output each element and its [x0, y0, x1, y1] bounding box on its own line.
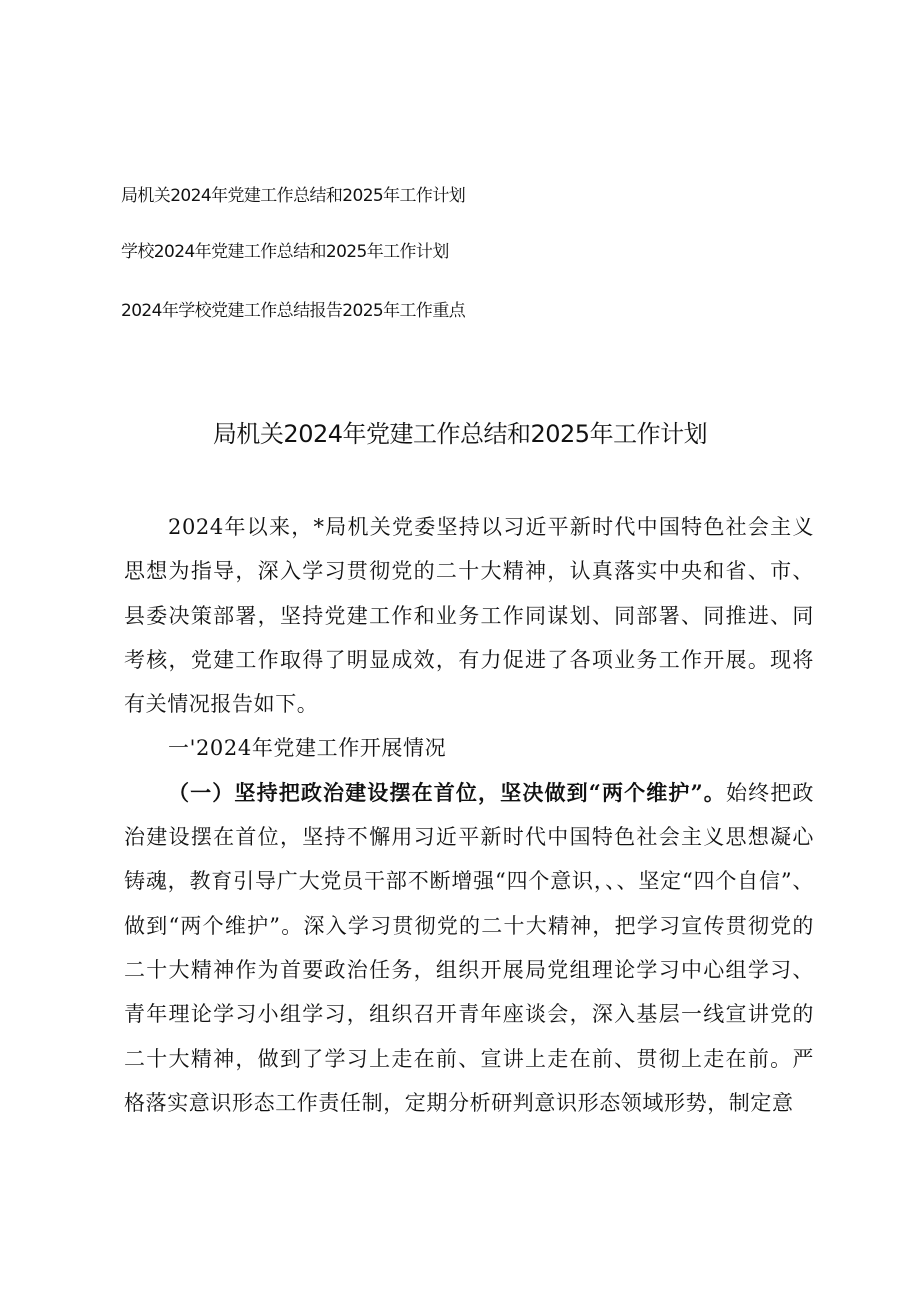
document-body	[124, 505, 814, 1125]
toc-item-bureau-plan[interactable]: 局机关2024年党建工作总结和2025年工作计划	[121, 186, 466, 206]
subsection-paragraph	[124, 771, 814, 1125]
toc-item-school-report[interactable]: 2024年学校党建工作总结报告2025年工作重点	[121, 301, 466, 321]
toc-item-school-plan[interactable]: 学校2024年党建工作总结和2025年工作计划	[121, 242, 449, 262]
subsection-heading: （一）坚持把政治建设摆在首位，坚决做到“两个维护”。	[168, 779, 726, 805]
intro-paragraph: 2024年以来，*局机关党委坚持以习近平新时代中国特色社会主义思想为指导，深入学习贯彻党的二十大精神，认真落实中央和省、市、县委决策部署，坚持党建工作和业务工作同谋划、同部署、同推进、同考核，党建工作取得了明显成效，有力促进了各项业务工作开展。现将有关情况报告如下。	[124, 515, 814, 717]
document-title: 局机关2024年党建工作总结和2025年工作计划	[212, 420, 708, 448]
section-heading: 一'2024年党建工作开展情况	[168, 736, 447, 761]
subsection-body: 始终把政治建设摆在首位，坚持不懈用习近平新时代中国特色社会主义思想凝心铸魂，教育引导广大党员干部不断增强“四个意识，、、坚定“四个自信”、做到“两个维护”。深入学习贯彻党的二十大精神，把学习宣传贯彻党的二十大精神作为首要政治任务，组织开展局党组理论学习中心组学习、青年理论学习小组学习，组织召开青年座谈会，深入基层一线宣讲党的二十大精神，做到了学习上走在前、宣讲上走在前、贯彻上走在前。严格落实意识形态工作责任制，定期分析研判意识形态领域形势，制定意	[124, 780, 814, 1115]
